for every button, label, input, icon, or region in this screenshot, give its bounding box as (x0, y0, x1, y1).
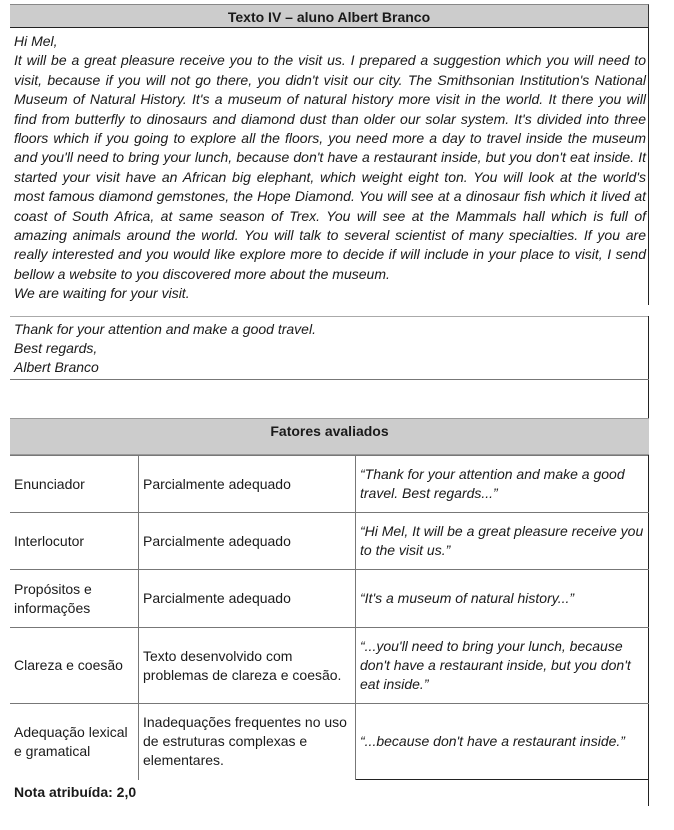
factor-rating: Parcialmente adequado (139, 570, 356, 628)
letter-paragraph: It will be a great pleasure receive you to the visit us. I prepared a suggestion which you will need to visit, because if you will not go there, you didn't visit our city. The Smithsonian Institution's National Museum of Natural History. It's a museum of natural history more visit in the world. It there you will find from butterfly to dinosaurs and diamond dust than older our solar system. It's divided into three floors which if you going to explore all the floors, you need more a day to travel inside the museum and you'll need to bring your lunch, because don't have a restaurant inside, but you don't eat inside. It started your visit have an African big elephant, which weight eight ton. You will look at the world's most famous diamond gemstones, the Hope Diamond. You will see at a dinosaur fish which it lived at coast of South Africa, at same season of Trex. You will see at the Mammals hall which is full of amazing animals around the world. You will talk to several scientist of many specialties. If you are really interested and you would like explore more to decide if will include in your place to visit, I send bellow a website to you discovered more about the museum. (14, 52, 646, 282)
factors-header: Fatores avaliados (10, 418, 649, 455)
factor-evidence: “...you'll need to bring your lunch, because don't have a restaurant inside, but you don't eat inside.” (356, 628, 649, 704)
closing-regards: Best regards, (14, 340, 98, 356)
table-row (10, 513, 649, 570)
factor-rating: Texto desenvolvido com problemas de clareza e coesão. (139, 628, 356, 704)
factor-name: Propósitos e informações (10, 570, 139, 628)
letter-closing (14, 320, 316, 377)
factors-table (10, 455, 649, 780)
divider (10, 379, 649, 380)
text-title: Texto IV – aluno Albert Branco (10, 4, 649, 28)
factor-evidence: “Hi Mel, It will be a great pleasure receive you to the visit us.” (356, 513, 649, 570)
right-border (648, 28, 649, 305)
letter-greeting: Hi Mel, (14, 33, 58, 49)
grade: Nota atribuída: 2,0 (14, 784, 137, 800)
closing-line: Thank for your attention and make a good travel. (14, 321, 316, 337)
letter-last-line: We are waiting for your visit. (14, 285, 190, 302)
factor-name: Adequação lexical e gramatical (10, 704, 139, 780)
factor-evidence: “Thank for your attention and make a good travel. Best regards...” (356, 456, 649, 513)
table-row (10, 570, 649, 628)
factor-evidence: “It's a museum of natural history...” (356, 570, 649, 628)
table-row (10, 456, 649, 513)
factor-name: Interlocutor (10, 513, 139, 570)
divider (10, 316, 649, 317)
factor-name: Clareza e coesão (10, 628, 139, 704)
factor-rating: Inadequações frequentes no uso de estruturas complexas e elementares. (139, 704, 356, 780)
table-row (10, 704, 649, 780)
table-row (10, 628, 649, 704)
factor-name: Enunciador (10, 456, 139, 513)
letter-body (14, 32, 646, 304)
factor-rating: Parcialmente adequado (139, 456, 356, 513)
factor-rating: Parcialmente adequado (139, 513, 356, 570)
factor-evidence: “...because don't have a restaurant inside.” (356, 704, 649, 780)
closing-signature: Albert Branco (14, 359, 99, 375)
